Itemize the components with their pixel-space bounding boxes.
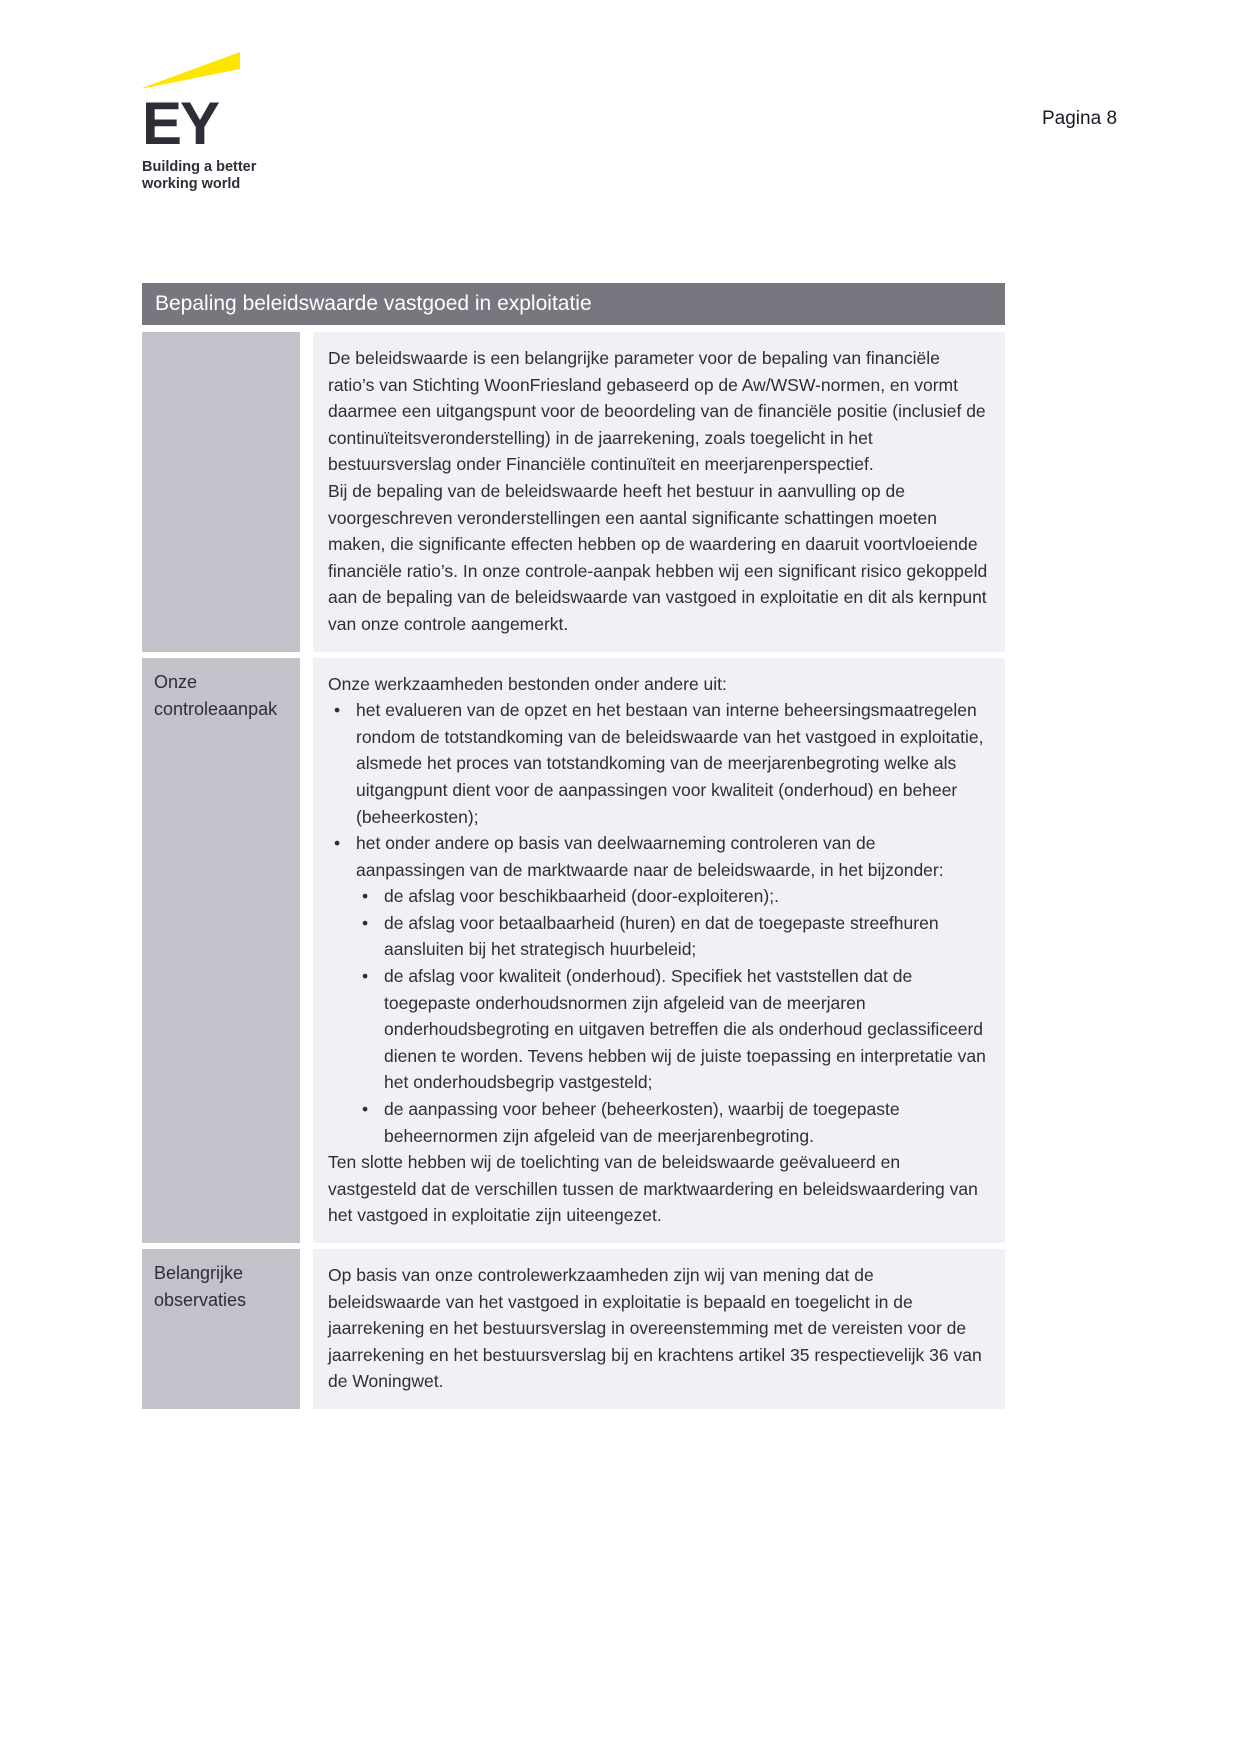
row-content <box>313 658 1005 1243</box>
table-row-controleaanpak <box>142 658 1005 1243</box>
key-audit-matter-table <box>142 283 1005 1415</box>
paragraph: Op basis van onze controlewerkzaamheden zijn wij van mening dat de beleidswaarde van het vastgoed in exploitatie is bepaald en toegelicht in de jaarrekening en het bestuursverslag in overeenstemming met de vereisten voor de jaarrekening en het bestuursverslag bij en krachtens artikel 35 respectievelijk 36 van de Woningwet. <box>328 1265 982 1392</box>
bullet-list <box>328 697 989 1149</box>
sub-bullet-item: • de aanpassing voor beheer (beheerkosten), waarbij de toegepaste beheernormen zijn afgeleid van de meerjarenbegroting. <box>356 1096 989 1149</box>
paragraph-closing: Ten slotte hebben wij de toelichting van de beleidswaarde geëvalueerd en vastgesteld dat de verschillen tussen de marktwaardering en beleidswaardering van het vastgoed in exploitatie zijn uiteengezet. <box>328 1152 978 1226</box>
table-title: Bepaling beleidswaarde vastgoed in exploitatie <box>142 283 1005 325</box>
paragraph: Bij de bepaling van de beleidswaarde heeft het bestuur in aanvulling op de voorgeschreven veronderstellingen een aantal significante schattingen moeten maken, die significante effecten hebben op de waardering en daaruit voortvloeiende financiële ratio’s. In onze controle-aanpak hebben wij een significant risico gekoppeld aan de bepaling van de beleidswaarde van vastgoed in exploitatie en dit als kernpunt van onze controle aangemerkt. <box>328 480 988 634</box>
paragraph: De beleidswaarde is een belangrijke parameter voor de bepaling van financiële ratio’s van Stichting WoonFriesland gebaseerd op de Aw/WSW-normen, en vormt daarmee een uitgangspunt voor de beoordeling van de financiële positie (inclusief de continuïteitsveronderstelling) in de jaarrekening, zoals toegelicht in het bestuursverslag onder Financiële continuïteit en meerjarenperspectief. <box>328 348 986 475</box>
sub-bullet-item: • de afslag voor beschikbaarheid (door-exploiteren);. <box>356 883 989 910</box>
bullet-item-text: het onder andere op basis van deelwaarneming controleren van de aanpassingen van de marktwaarde naar de beleidswaarde, in het bijzonder: <box>356 833 944 880</box>
row-label: Belangrijke observaties <box>142 1249 300 1409</box>
table-row-description <box>142 332 1005 652</box>
ey-logo <box>142 52 256 192</box>
page-number: Pagina 8 <box>1042 108 1118 129</box>
row-content <box>313 332 1005 652</box>
row-label <box>142 332 300 652</box>
row-content <box>313 1249 1005 1409</box>
sub-bullet-list <box>356 883 989 1149</box>
paragraph-intro: Onze werkzaamheden bestonden onder andere uit: <box>328 673 727 694</box>
ey-logo-text: EY <box>142 90 219 157</box>
bullet-item <box>328 830 989 1149</box>
table-row-observaties <box>142 1249 1005 1409</box>
ey-tagline-line2: working world <box>142 175 241 192</box>
bullet-item: • het evalueren van de opzet en het bestaan van interne beheersingsmaatregelen rondom de totstandkoming van de beleidswaarde van het vastgoed in exploitatie, alsmede het proces van totstandkoming van de meerjarenbegroting welke als uitgangpunt dient voor de aanpassingen voor kwaliteit (onderhoud) en beheer (beheerkosten); <box>328 697 989 830</box>
row-label: Onze controleaanpak <box>142 658 300 1243</box>
ey-tagline <box>142 159 256 192</box>
sub-bullet-item: • de afslag voor kwaliteit (onderhoud). Specifiek het vaststellen dat de toegepaste onderhoudsnormen zijn afgeleid van de meerjaren onderhoudsbegroting en uitgaven betreffen die als onderhoud geclassificeerd dienen te worden. Tevens hebben wij de juiste toepassing en interpretatie van het onderhoudsbegrip vastgesteld; <box>356 963 989 1096</box>
ey-tagline-line1: Building a better <box>142 159 257 175</box>
ey-beam-icon <box>142 52 240 88</box>
sub-bullet-item: • de afslag voor betaalbaarheid (huren) en dat de toegepaste streefhuren aansluiten bij het strategisch huurbeleid; <box>356 910 989 963</box>
